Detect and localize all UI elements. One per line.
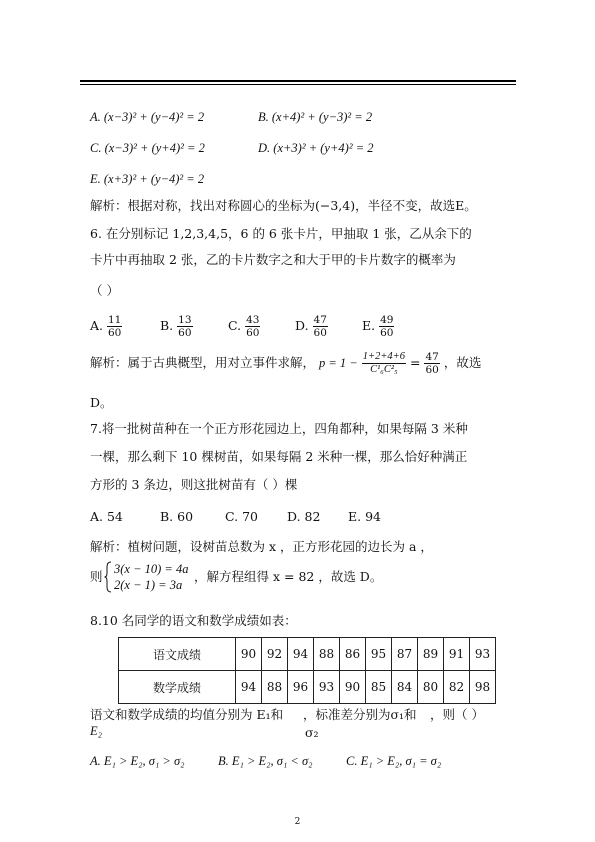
table-cell: 98	[470, 671, 496, 704]
header-rule-thick	[80, 80, 516, 82]
table-cell: 94	[236, 671, 262, 704]
q7-solution-end: ，解方程组得 x = 82 ，故选 D。	[194, 569, 383, 584]
q7-stem-line3: 方形的 3 条边，则这批树苗有（ ）棵	[90, 477, 298, 492]
row-header-chinese: 语文成绩	[119, 638, 236, 671]
q8-stem-s2: σ₂	[305, 725, 319, 740]
q5-option-a: A. (x−3)² + (y−4)² = 2	[90, 110, 205, 124]
q6-option-d-fraction: $\frac{47}{60}$	[313, 314, 327, 339]
q6-option-b	[160, 314, 193, 339]
table-cell: 91	[444, 638, 470, 671]
table-cell: 92	[262, 638, 288, 671]
table-cell: 86	[340, 638, 366, 671]
q7-option-e: E. 94	[348, 509, 381, 524]
table-cell: 82	[444, 671, 470, 704]
table-cell: 88	[314, 638, 340, 671]
q6-option-e-label: E.	[362, 318, 376, 333]
q6-option-d	[295, 314, 328, 339]
table-cell: 80	[418, 671, 444, 704]
table-cell: 87	[392, 638, 418, 671]
q5-option-b: B. (x+4)² + (y−3)² = 2	[258, 110, 373, 124]
table-cell: 93	[470, 638, 496, 671]
table-cell: 89	[418, 638, 444, 671]
q6-option-d-label: D.	[295, 318, 309, 333]
q6-solution-prefix: 解析：属于古典概型，用对立事件求解，	[90, 355, 316, 370]
q6-option-a-label: A.	[90, 318, 104, 333]
q6-stem-line1: 6. 在分别标记 1,2,3,4,5，6 的 6 张卡片，甲抽取 1 张，乙从余下的	[90, 226, 472, 241]
scores-table	[118, 637, 496, 704]
q8-stem-a: 语文和数学成绩的均值分别为 E₁和	[90, 707, 284, 722]
q8-option-a: A. E₁ > E₂, σ₁ > σ₂	[90, 754, 185, 768]
q8-option-b: B. E₁ > E₂, σ₁ < σ₂	[218, 754, 313, 768]
table-cell: 90	[340, 671, 366, 704]
table-cell: 95	[366, 638, 392, 671]
q6-solution	[90, 346, 481, 380]
q6-option-c-fraction: $\frac{43}{60}$	[246, 314, 260, 339]
q6-solution-suffix: ，故选	[443, 355, 482, 370]
q7-stem-line1: 7.将一批树苗种在一个正方形花园边上，四角都种，如果每隔 3 米种	[90, 421, 468, 436]
q6-solution-fraction: $\frac{1+2+4+6}{\text{C¹₆C²₅}}$	[362, 351, 405, 375]
q6-option-a-fraction: $\frac{11}{60}$	[108, 314, 122, 339]
q7-equation-2: 2(x − 1) = 3a	[114, 578, 183, 592]
q7-stem-line2: 一棵，那么剩下 10 棵树苗，如果每隔 2 米种一棵，那么恰好种满正	[90, 449, 468, 464]
q6-solution-formula-lhs: p = 1 −	[319, 356, 358, 370]
q6-answer-blank: （ ）	[90, 283, 119, 298]
q6-option-e-fraction: $\frac{49}{60}$	[380, 314, 394, 339]
q5-option-e: E. (x+3)² + (y−4)² = 2	[90, 172, 205, 186]
q6-solution-end: D。	[90, 395, 113, 410]
table-row	[119, 638, 496, 671]
table-row	[119, 671, 496, 704]
q7-equation-1: 3(x − 10) = 4a	[114, 562, 189, 576]
table-cell: 88	[262, 671, 288, 704]
q7-solution-ze: 则	[90, 569, 103, 584]
q6-option-b-fraction: $\frac{13}{60}$	[178, 314, 192, 339]
q5-option-c: C. (x−3)² + (y+4)² = 2	[90, 141, 205, 155]
q8-stem-b: ，标准差分别为σ₁和	[303, 707, 417, 722]
q8-stem-c: ，则（ ）	[430, 707, 484, 722]
table-cell: 84	[392, 671, 418, 704]
table-cell: 93	[314, 671, 340, 704]
q8-stem-e2: E₂	[90, 724, 102, 738]
q6-option-a	[90, 314, 122, 339]
q8-option-c: C. E₁ > E₂, σ₁ = σ₂	[346, 754, 442, 768]
q5-solution: 解析：根据对称，找出对称圆心的坐标为(−3,4)，半径不变，故选E。	[90, 198, 477, 213]
q6-solution-equals: =	[409, 355, 421, 370]
table-cell: 90	[236, 638, 262, 671]
q6-solution-result: $\frac{47}{60}$	[425, 351, 439, 376]
q6-option-e	[362, 314, 394, 339]
q6-option-b-label: B.	[160, 318, 174, 333]
table-cell: 85	[366, 671, 392, 704]
q7-option-d: D. 82	[287, 509, 321, 524]
q7-option-b: B. 60	[160, 509, 194, 524]
q6-option-c-label: C.	[228, 318, 242, 333]
q7-option-c: C. 70	[225, 509, 258, 524]
row-header-math: 数学成绩	[119, 671, 236, 704]
header-rule-thin	[80, 84, 516, 85]
table-cell: 94	[288, 638, 314, 671]
table-cell: 96	[288, 671, 314, 704]
q7-option-a: A. 54	[90, 509, 123, 524]
q7-solution-line1: 解析：植树问题，设树苗总数为 x ，正方形花园的边长为 a ，	[90, 539, 433, 554]
q8-title: 8.10 名同学的语文和数学成绩如表：	[90, 613, 297, 628]
left-brace-icon	[104, 561, 112, 593]
q6-stem-line2: 卡片中再抽取 2 张，乙的卡片数字之和大于甲的卡片数字的概率为	[90, 252, 456, 267]
page-number: 2	[294, 817, 301, 827]
q6-option-c	[228, 314, 260, 339]
q5-option-d: D. (x+3)² + (y+4)² = 2	[258, 141, 374, 155]
